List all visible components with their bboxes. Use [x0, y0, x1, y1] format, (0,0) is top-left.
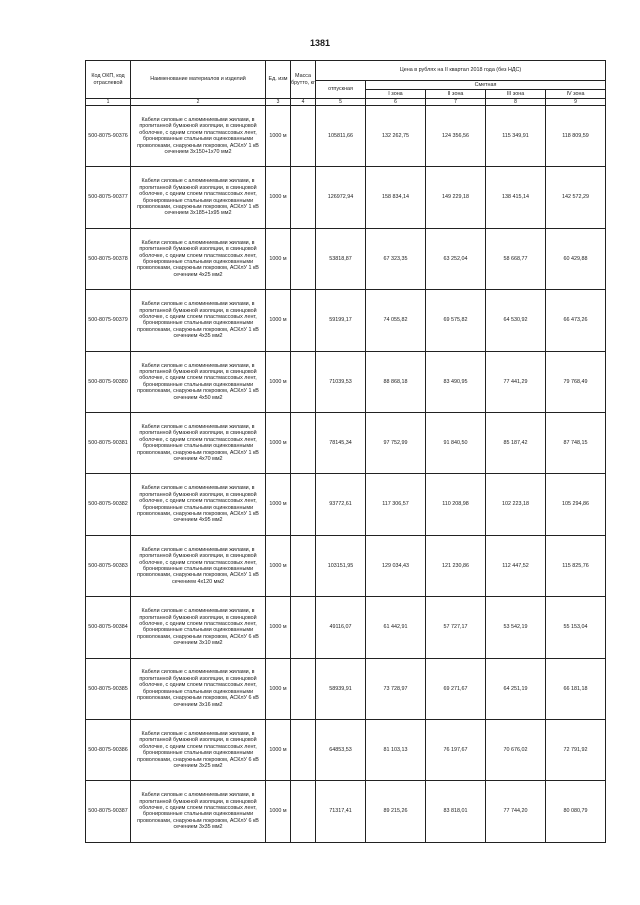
cell-mass: [291, 719, 316, 780]
cell-name: Кабели силовые с алюминиевыми жилами, в пропитанной бумажной изоляции, в свинцовой оболочке, с одним слоем пластмассовых лент, бронированные стальными оцинкованными проволоками, снаружным покровом, АСКлУ 1 кВ сечением 4x70 мм2: [131, 412, 266, 473]
column-numbers-row: [86, 99, 606, 106]
cell-wholesale: 71317,41: [316, 781, 366, 842]
cell-zone-2: 121 230,86: [426, 535, 486, 596]
table-row: [86, 658, 606, 719]
cell-zone-4: 72 791,92: [546, 719, 606, 780]
cell-zone-4: 80 080,79: [546, 781, 606, 842]
table-row: [86, 474, 606, 535]
cell-zone-1: 81 103,13: [366, 719, 426, 780]
cell-name: Кабели силовые с алюминиевыми жилами, в пропитанной бумажной изоляции, в свинцовой оболочке, с одним слоем пластмассовых лент, бронированные стальными оцинкованными проволоками, снаружным покровом, АСКлУ 6 кВ сечением 3x10 мм2: [131, 597, 266, 658]
cell-wholesale: 103151,95: [316, 535, 366, 596]
cell-zone-4: 87 748,15: [546, 412, 606, 473]
cell-unit: 1000 м: [266, 106, 291, 167]
cell-zone-2: 76 197,67: [426, 719, 486, 780]
cell-zone-3: 77 744,20: [486, 781, 546, 842]
cell-code: 500-8075-90387: [86, 781, 131, 842]
header-name: Наименование материалов и изделий: [131, 61, 266, 99]
header-zone-1: I зона: [366, 90, 426, 99]
table-row: [86, 167, 606, 228]
cell-zone-1: 73 728,97: [366, 658, 426, 719]
cell-wholesale: 64853,53: [316, 719, 366, 780]
column-number: 9: [546, 99, 606, 106]
cell-mass: [291, 781, 316, 842]
cell-unit: 1000 м: [266, 474, 291, 535]
cell-zone-2: 63 252,04: [426, 228, 486, 289]
table-row: [86, 597, 606, 658]
cell-zone-4: 105 294,86: [546, 474, 606, 535]
cell-zone-3: 64 251,19: [486, 658, 546, 719]
cell-mass: [291, 290, 316, 351]
cell-zone-1: 158 834,14: [366, 167, 426, 228]
table-row: [86, 228, 606, 289]
cell-zone-1: 97 752,99: [366, 412, 426, 473]
column-number: 7: [426, 99, 486, 106]
cell-zone-2: 69 271,67: [426, 658, 486, 719]
cell-unit: 1000 м: [266, 351, 291, 412]
cell-code: 500-8075-90384: [86, 597, 131, 658]
column-number: 5: [316, 99, 366, 106]
cell-unit: 1000 м: [266, 781, 291, 842]
cell-zone-2: 83 818,01: [426, 781, 486, 842]
cell-zone-4: 142 572,29: [546, 167, 606, 228]
table-row: [86, 781, 606, 842]
header-mass: Масса брутто, кг: [291, 61, 316, 99]
cell-zone-3: 115 349,91: [486, 106, 546, 167]
cell-zone-3: 138 415,14: [486, 167, 546, 228]
cell-zone-1: 89 215,26: [366, 781, 426, 842]
cell-name: Кабели силовые с алюминиевыми жилами, в пропитанной бумажной изоляции, в свинцовой оболочке, с одним слоем пластмассовых лент, бронированные стальными оцинкованными проволоками, снаружным покровом, АСКлУ 6 кВ сечением 3x25 мм2: [131, 719, 266, 780]
cell-zone-3: 85 187,42: [486, 412, 546, 473]
cell-unit: 1000 м: [266, 228, 291, 289]
cell-name: Кабели силовые с алюминиевыми жилами, в пропитанной бумажной изоляции, в свинцовой оболочке, с одним слоем пластмассовых лент, бронированные стальными оцинкованными проволоками, снаружным покровом, АСКлУ 1 кВ сечением 4x95 мм2: [131, 474, 266, 535]
cell-mass: [291, 351, 316, 412]
cell-zone-3: 64 530,92: [486, 290, 546, 351]
cell-zone-3: 112 447,52: [486, 535, 546, 596]
cell-unit: 1000 м: [266, 290, 291, 351]
cell-zone-1: 74 055,82: [366, 290, 426, 351]
cell-wholesale: 58939,91: [316, 658, 366, 719]
cell-zone-2: 149 229,18: [426, 167, 486, 228]
cell-zone-3: 58 668,77: [486, 228, 546, 289]
column-number: 1: [86, 99, 131, 106]
header-zone-4: IV зона: [546, 90, 606, 99]
cell-name: Кабели силовые с алюминиевыми жилами, в пропитанной бумажной изоляции, в свинцовой оболочке, с одним слоем пластмассовых лент, бронированные стальными оцинкованными проволоками, снаружным покровом, АСКлУ 6 кВ сечением 3x16 мм2: [131, 658, 266, 719]
cell-name: Кабели силовые с алюминиевыми жилами, в пропитанной бумажной изоляции, в свинцовой оболочке, с одним слоем пластмассовых лент, бронированные стальными оцинкованными проволоками, снаружным покровом, АСКлУ 1 кВ сечением 3x185+1x95 мм2: [131, 167, 266, 228]
cell-zone-3: 102 223,18: [486, 474, 546, 535]
cell-zone-4: 60 429,88: [546, 228, 606, 289]
cell-code: 500-8075-90386: [86, 719, 131, 780]
cell-wholesale: 53818,87: [316, 228, 366, 289]
column-number: 8: [486, 99, 546, 106]
table-row: [86, 535, 606, 596]
cell-code: 500-8075-90377: [86, 167, 131, 228]
cell-wholesale: 126972,94: [316, 167, 366, 228]
column-number: 3: [266, 99, 291, 106]
cell-zone-1: 67 323,35: [366, 228, 426, 289]
header-zone-3: III зона: [486, 90, 546, 99]
header-wholesale: отпускная: [316, 81, 366, 99]
cell-wholesale: 49116,07: [316, 597, 366, 658]
cell-code: 500-8075-90381: [86, 412, 131, 473]
header-unit: Ед. изм: [266, 61, 291, 99]
cell-zone-4: 79 768,49: [546, 351, 606, 412]
price-table: [85, 60, 606, 843]
cell-zone-1: 129 034,43: [366, 535, 426, 596]
cell-wholesale: 71039,53: [316, 351, 366, 412]
column-number: 6: [366, 99, 426, 106]
cell-zone-2: 57 727,17: [426, 597, 486, 658]
cell-wholesale: 105811,66: [316, 106, 366, 167]
cell-zone-4: 66 473,26: [546, 290, 606, 351]
cell-unit: 1000 м: [266, 412, 291, 473]
cell-unit: 1000 м: [266, 535, 291, 596]
cell-zone-3: 77 441,29: [486, 351, 546, 412]
cell-zone-1: 132 262,75: [366, 106, 426, 167]
table-body: [86, 106, 606, 843]
cell-mass: [291, 658, 316, 719]
cell-code: 500-8075-90382: [86, 474, 131, 535]
cell-zone-1: 117 306,57: [366, 474, 426, 535]
cell-unit: 1000 м: [266, 597, 291, 658]
cell-zone-2: 91 840,50: [426, 412, 486, 473]
header-price-group: Цена в рублях на II квартал 2018 года (без НДС): [316, 61, 606, 81]
header-estimate: Сметная: [366, 81, 606, 90]
cell-code: 500-8075-90385: [86, 658, 131, 719]
column-number: 2: [131, 99, 266, 106]
header-code: Код ОКП, код отраслевой: [86, 61, 131, 99]
table-row: [86, 412, 606, 473]
cell-zone-4: 66 181,18: [546, 658, 606, 719]
cell-zone-2: 69 575,82: [426, 290, 486, 351]
cell-mass: [291, 535, 316, 596]
cell-code: 500-8075-90383: [86, 535, 131, 596]
page-number: 1381: [309, 38, 331, 48]
cell-code: 500-8075-90379: [86, 290, 131, 351]
cell-unit: 1000 м: [266, 719, 291, 780]
cell-zone-3: 70 676,02: [486, 719, 546, 780]
cell-name: Кабели силовые с алюминиевыми жилами, в пропитанной бумажной изоляции, в свинцовой оболочке, с одним слоем пластмассовых лент, бронированные стальными оцинкованными проволоками, снаружным покровом, АСКлУ 1 кВ сечением 4x50 мм2: [131, 351, 266, 412]
cell-zone-3: 53 542,19: [486, 597, 546, 658]
table-row: [86, 290, 606, 351]
cell-zone-1: 88 868,18: [366, 351, 426, 412]
cell-zone-2: 83 490,95: [426, 351, 486, 412]
cell-zone-2: 124 356,56: [426, 106, 486, 167]
header-zone-2: II зона: [426, 90, 486, 99]
cell-zone-4: 118 809,59: [546, 106, 606, 167]
cell-code: 500-8075-90376: [86, 106, 131, 167]
cell-name: Кабели силовые с алюминиевыми жилами, в пропитанной бумажной изоляции, в свинцовой оболочке, с одним слоем пластмассовых лент, бронированные стальными оцинкованными проволоками, снаружным покровом, АСКлУ 1 кВ сечением 4x35 мм2: [131, 290, 266, 351]
cell-mass: [291, 106, 316, 167]
cell-wholesale: 78145,34: [316, 412, 366, 473]
cell-zone-2: 110 208,98: [426, 474, 486, 535]
cell-code: 500-8075-90378: [86, 228, 131, 289]
table-row: [86, 719, 606, 780]
table-row: [86, 351, 606, 412]
cell-zone-4: 55 153,04: [546, 597, 606, 658]
cell-mass: [291, 474, 316, 535]
column-number: 4: [291, 99, 316, 106]
cell-name: Кабели силовые с алюминиевыми жилами, в пропитанной бумажной изоляции, в свинцовой оболочке, с одним слоем пластмассовых лент, бронированные стальными оцинкованными проволоками, снаружным покровом, АСКлУ 1 кВ сечением 4x25 мм2: [131, 228, 266, 289]
table-row: [86, 106, 606, 167]
cell-unit: 1000 м: [266, 167, 291, 228]
cell-mass: [291, 167, 316, 228]
cell-code: 500-8075-90380: [86, 351, 131, 412]
cell-mass: [291, 228, 316, 289]
cell-mass: [291, 412, 316, 473]
cell-zone-4: 115 825,76: [546, 535, 606, 596]
cell-name: Кабели силовые с алюминиевыми жилами, в пропитанной бумажной изоляции, в свинцовой оболочке, с одним слоем пластмассовых лент, бронированные стальными оцинкованными проволоками, снаружным покровом, АСКлУ 1 кВ сечением 3x150+1x70 мм2: [131, 106, 266, 167]
cell-wholesale: 93772,61: [316, 474, 366, 535]
cell-zone-1: 61 442,91: [366, 597, 426, 658]
cell-mass: [291, 597, 316, 658]
cell-name: Кабели силовые с алюминиевыми жилами, в пропитанной бумажной изоляции, в свинцовой оболочке, с одним слоем пластмассовых лент, бронированные стальными оцинкованными проволоками, снаружным покровом, АСКлУ 1 кВ сечением 4x120 мм2: [131, 535, 266, 596]
cell-name: Кабели силовые с алюминиевыми жилами, в пропитанной бумажной изоляции, в свинцовой оболочке, с одним слоем пластмассовых лент, бронированные стальными оцинкованными проволоками, снаружным покровом, АСКлУ 6 кВ сечением 3x35 мм2: [131, 781, 266, 842]
cell-wholesale: 59199,17: [316, 290, 366, 351]
cell-unit: 1000 м: [266, 658, 291, 719]
